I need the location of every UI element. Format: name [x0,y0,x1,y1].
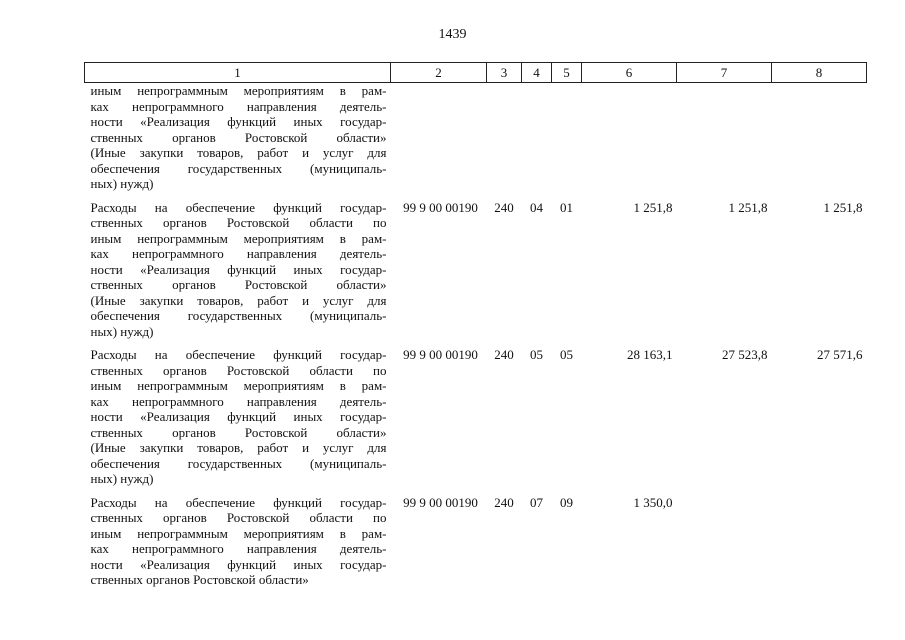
header-col-2: 2 [391,63,487,83]
budget-table [84,62,867,588]
section-cell [522,83,552,192]
description-line: иным непрограммным мероприятиям в рам- [90,378,387,393]
amount-col-7-cell [677,83,772,192]
header-col-6: 6 [582,63,677,83]
description-line: ках непрограммного направления деятель- [90,541,387,556]
code-cell: 99 9 00 00190 [403,199,478,215]
description-cell [85,192,391,340]
description-line: ности «Реализация функций иных государ- [90,114,387,129]
description-line: ственных органов Ростовской области по [90,510,387,525]
description-line: ных) нужд) [90,471,154,486]
table-row [85,192,867,340]
table-row [85,339,867,487]
description-line: (Иные закупки товаров, работ и услуг для [90,440,387,455]
description-line: ственных органов Ростовской области по [90,215,387,230]
amount-col-7-cell [677,487,772,588]
description-cell [85,83,391,192]
description-line: ках непрограммного направления деятель- [90,246,387,261]
amount-col-6-cell: 28 163,1 [627,347,673,362]
amount-col-8-cell [772,487,867,588]
description-line: ных) нужд) [90,176,154,191]
page-number: 1439 [438,27,467,42]
description-line: (Иные закупки товаров, работ и услуг для [90,292,387,308]
description-line: Расходы на обеспечение функций государ- [90,199,387,215]
description-line: Расходы на обеспечение функций государ- [90,347,387,362]
amount-col-6-cell: 1 350,0 [633,494,673,510]
table-row [85,487,867,588]
section-cell: 07 [530,494,543,510]
subsection-cell: 01 [560,199,573,215]
description-line: ственных органов Ростовской области» [90,129,387,145]
description-line: ках непрограммного направления деятель- [90,393,387,409]
header-col-8: 8 [772,63,867,83]
section-cell: 05 [530,347,543,362]
description-line: обеспечения государственных (муниципаль- [90,308,387,323]
table-body [85,83,867,588]
amount-col-6-cell: 1 251,8 [633,199,673,215]
description-line: ственных органов Ростовской области» [90,424,387,440]
description-cell [85,339,391,487]
description-line: обеспечения государственных (муниципаль- [90,160,387,176]
code-cell: 99 9 00 00190 [403,347,478,362]
expense-type-cell [487,83,522,192]
description-line: ственных органов Ростовской области по [90,362,387,378]
expense-type-cell: 240 [494,347,514,362]
table-header [85,63,867,83]
description-line: Расходы на обеспечение функций государ- [90,494,387,510]
description-line: (Иные закупки товаров, работ и услуг для [90,145,387,160]
amount-col-7-cell: 27 523,8 [722,347,768,362]
header-col-5: 5 [552,63,582,83]
description-line: ности «Реализация функций иных государ- [90,556,387,572]
table-row [85,83,867,192]
amount-col-8-cell [772,83,867,192]
code-cell [391,83,487,192]
amount-col-8-cell: 1 251,8 [823,199,863,215]
description-line: иным непрограммным мероприятиям в рам- [90,230,387,246]
header-col-3: 3 [487,63,522,83]
amount-col-8-cell: 27 571,6 [817,347,863,362]
description-cell [85,487,391,588]
subsection-cell: 09 [560,494,573,510]
expense-type-cell: 240 [494,199,514,215]
header-col-7: 7 [677,63,772,83]
expense-type-cell: 240 [494,494,514,510]
header-col-4: 4 [522,63,552,83]
amount-col-6-cell [582,83,677,192]
description-line: ственных органов Ростовской области» [90,572,309,587]
description-line: обеспечения государственных (муниципаль- [90,455,387,471]
code-cell: 99 9 00 00190 [403,494,478,510]
description-line: ности «Реализация функций иных государ- [90,261,387,277]
section-cell: 04 [530,199,543,215]
description-line: иным непрограммным мероприятиям в рам- [90,83,387,98]
description-line: ности «Реализация функций иных государ- [90,409,387,424]
description-line: ках непрограммного направления деятель- [90,98,387,114]
header-col-1: 1 [85,63,391,83]
subsection-cell: 05 [560,347,573,362]
subsection-cell [552,83,582,192]
description-line: ных) нужд) [90,323,154,339]
description-line: иным непрограммным мероприятиям в рам- [90,525,387,541]
amount-col-7-cell: 1 251,8 [728,199,768,215]
description-line: ственных органов Ростовской области» [90,277,387,292]
